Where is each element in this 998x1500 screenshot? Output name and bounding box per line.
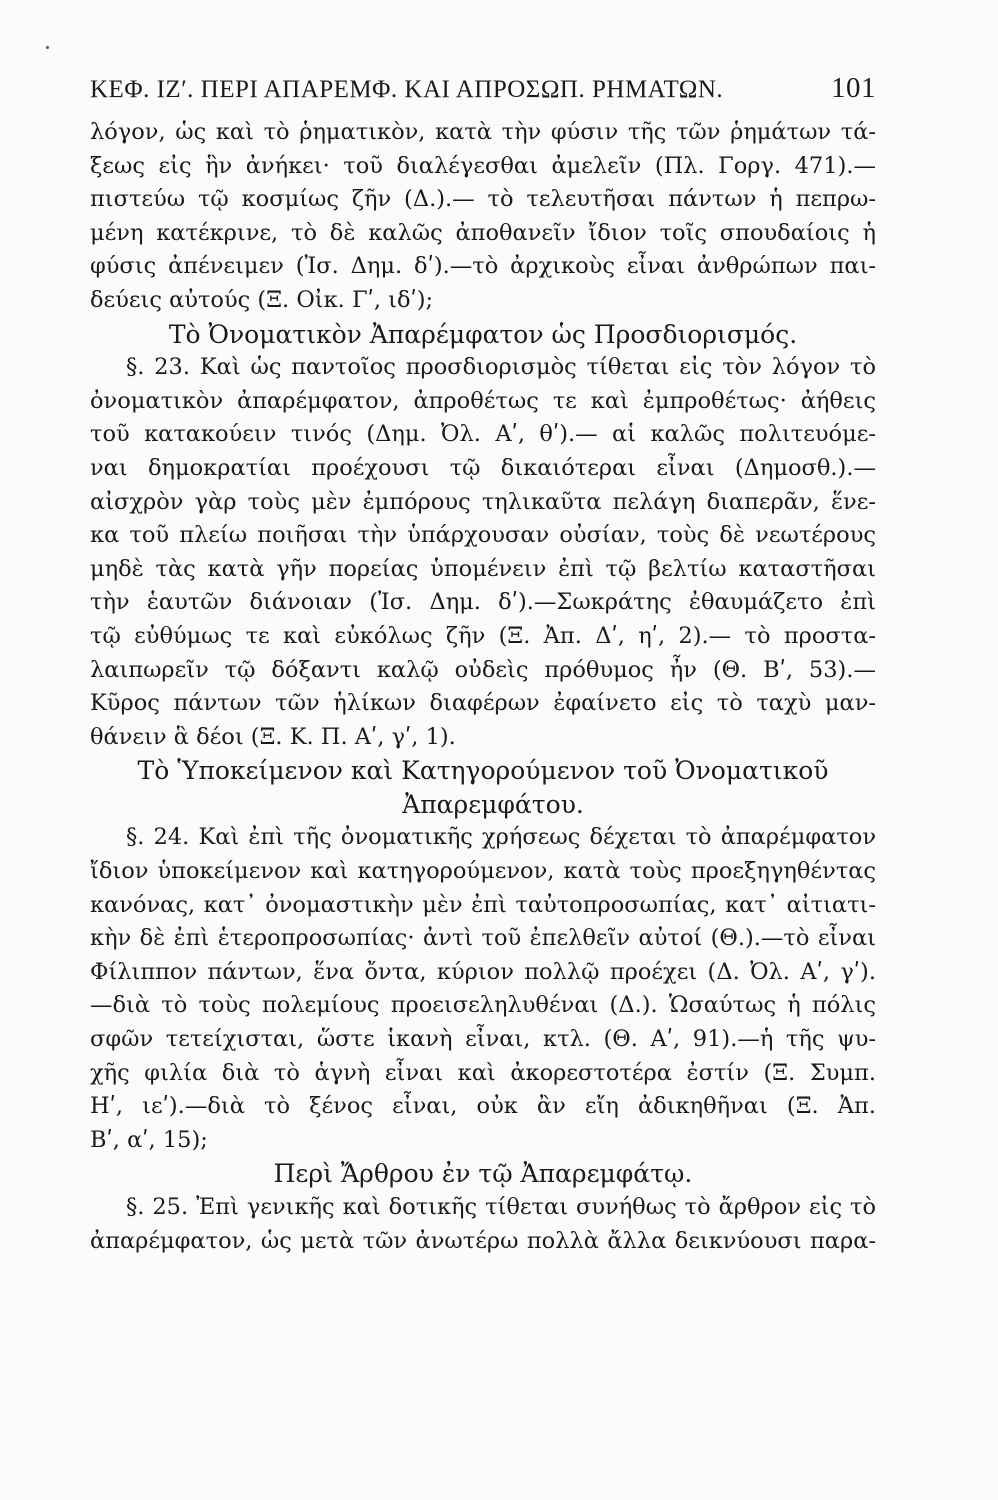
text-line: Βʹ, αʹ, 15); [90, 1126, 208, 1153]
paragraph-first-line: §. 25. Ἐπὶ γενικῆς καὶ δοτικῆς τίθεται συνήθως τὸ ἄρθρον εἰς τὸ [126, 1194, 876, 1220]
text-line: κανόνας, κατ᾽ ὀνομαστικὴν μὲν ἐπὶ ταὐτοπροσωπίας, κατ᾽ αἰτιατι- [90, 891, 876, 918]
text-line: θάνειν ἃ δέοι (Ξ. Κ. Π. Αʹ, γʹ, 1). [90, 723, 456, 750]
text-line: χῆς φιλία διὰ τὸ ἁγνὴ εἶναι καὶ ἀκορεστοτέρα ἐστίν (Ξ. Συμπ. [90, 1059, 876, 1086]
text-line: Κῦρος πάντων τῶν ἡλίκων διαφέρων ἐφαίνετο εἰς τὸ ταχὺ μαν- [90, 690, 876, 717]
page-body [90, 116, 876, 1258]
text-line: ἴδιον ὑποκείμενον καὶ κατηγορούμενον, κατὰ τοὺς προεξηγηθέντας [90, 858, 876, 885]
paragraph-first-line: §. 24. Καὶ ἐπὶ τῆς ὀνοματικῆς χρήσεως δέχεται τὸ ἀπαρέμφατον [126, 824, 876, 851]
ink-speck [46, 46, 49, 49]
text-line: τοῦ κατακούειν τινός (Δημ. Ὀλ. Αʹ, θʹ).— αἱ καλῶς πολιτευόμε- [90, 421, 876, 448]
text-line: φύσις ἀπένειμεν (Ἰσ. Δημ. δʹ).—τὸ ἀρχικοὺς εἶναι ἀνθρώπων παι- [90, 253, 876, 280]
text-line: λόγον, ὡς καὶ τὸ ῥηματικὸν, κατὰ τὴν φύσιν τῆς τῶν ῥημάτων τά- [90, 119, 876, 145]
text-line: πιστεύω τῷ κοσμίως ζῆν (Δ.).— τὸ τελευτῆσαι πάντων ἡ πεπρω- [90, 186, 876, 213]
section-heading-continuation: Ἀπαρεμφάτου. [402, 789, 584, 819]
text-line: σφῶν τετείχισται, ὥστε ἱκανὴ εἶναι, κτλ. (Θ. Αʹ, 91).—ἡ τῆς ψυ- [90, 1026, 876, 1053]
text-line: Φίλιππον πάντων, ἕνα ὄντα, κύριον πολλῷ προέχει (Δ. Ὀλ. Αʹ, γʹ). [90, 958, 876, 985]
text-line: κὴν δὲ ἐπὶ ἑτεροπροσωπίας· ἀντὶ τοῦ ἐπελθεῖν αὐτοί (Θ.).—τὸ εἶναι [90, 925, 876, 952]
section-heading: Τὸ Ὀνοματικὸν Ἀπαρέμφατον ὡς Προσδιορισμός. [168, 319, 798, 349]
text-line: μένη κατέκρινε, τὸ δὲ καλῶς ἀποθανεῖν ἴδιον τοῖς σπουδαίοις ἡ [90, 219, 876, 246]
paragraph-first-line: §. 23. Καὶ ὡς παντοῖος προσδιορισμὸς τίθεται εἰς τὸν λόγον τὸ [126, 354, 876, 381]
text-line: —διὰ τὸ τοὺς πολεμίους προεισεληλυθέναι (Δ.). Ὡσαύτως ἡ πόλις [90, 992, 876, 1019]
text-line: ἀπαρέμφατον, ὡς μετὰ τῶν ἀνωτέρω πολλὰ ἄλλα δεικνύουσι παρα- [90, 1227, 876, 1254]
text-line: μηδὲ τὰς κατὰ γῆν πορείας ὑπομένειν ἐπὶ τῷ βελτίω καταστῆσαι [90, 555, 876, 582]
text-line: ναι δημοκρατίαι προέχουσι τῷ δικαιότεραι εἶναι (Δημοσθ.).— [90, 454, 876, 481]
text-line: ξεως εἰς ἣν ἀνήκει· τοῦ διαλέγεσθαι ἀμελεῖν (Πλ. Γοργ. 471).— [90, 152, 876, 179]
section-heading: Τὸ Ὑποκείμενον καὶ Κατηγορούμενον τοῦ Ὀνοματικοῦ [137, 756, 829, 786]
running-head-title: ΚΕΦ. ΙΖʹ. ΠΕΡΙ ΑΠΑΡΕΜΦ. ΚΑΙ ΑΠΡΟΣΩΠ. ΡΗΜΑΤΩΝ. [90, 76, 724, 103]
section-heading: Περὶ Ἄρθρου ἐν τῷ Ἀπαρεμφάτῳ. [273, 1159, 693, 1189]
text-line: Ηʹ, ιεʹ).—διὰ τὸ ξένος εἶναι, οὐκ ἂν εἴη ἀδικηθῆναι (Ξ. Ἀπ. [90, 1093, 876, 1120]
text-line: τῷ εὐθύμως τε καὶ εὐκόλως ζῆν (Ξ. Ἀπ. Δʹ, ηʹ, 2).— τὸ προστα- [90, 622, 876, 649]
text-line: αἰσχρὸν γὰρ τοὺς μὲν ἐμπόρους τηλικαῦτα πελάγη διαπερᾶν, ἕνε- [90, 488, 876, 515]
running-head [90, 72, 876, 112]
text-line: λαιπωρεῖν τῷ δόξαντι καλῷ οὐδεὶς πρόθυμος ἦν (Θ. Βʹ, 53).— [90, 656, 876, 683]
text-line: δεύεις αὐτούς (Ξ. Οἰκ. Γʹ, ιδʹ); [90, 286, 434, 313]
text-line: τὴν ἑαυτῶν διάνοιαν (Ἰσ. Δημ. δʹ).—Σωκράτης ἐθαυμάζετο ἐπὶ [90, 589, 876, 616]
text-line: ὀνοματικὸν ἀπαρέμφατον, ἀπροθέτως τε καὶ ἐμπροθέτως· ἀήθεις [90, 387, 876, 414]
text-line: κα τοῦ πλείω ποιῆσαι τὴν ὑπάρχουσαν οὐσίαν, τοὺς δὲ νεωτέρους [90, 522, 876, 549]
page-number: 101 [831, 72, 876, 104]
